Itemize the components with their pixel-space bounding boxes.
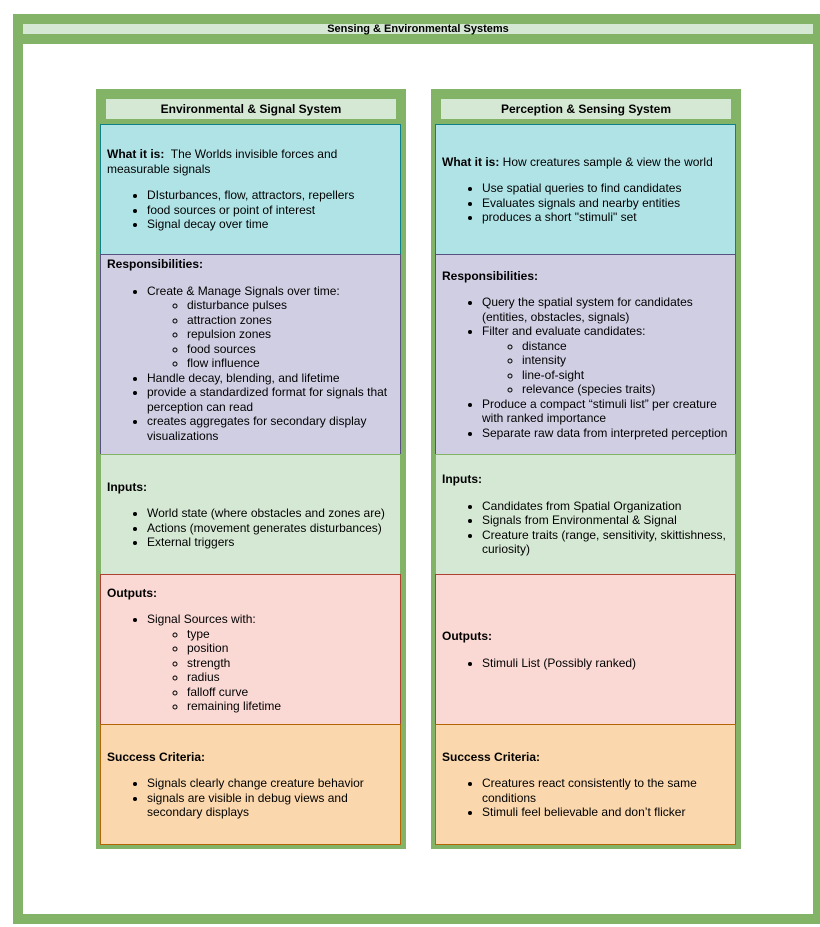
list-item: • Signals clearly change creature behavior bbox=[147, 776, 395, 791]
section-label bbox=[107, 257, 395, 272]
what-it-is-text bbox=[442, 155, 730, 170]
list-item bbox=[482, 324, 730, 397]
section-label bbox=[107, 586, 395, 601]
section-label bbox=[107, 480, 395, 495]
success-list bbox=[442, 776, 730, 820]
list-item: • Produce a compact “stimuli list” per creature with ranked importance bbox=[482, 397, 730, 426]
inputs-section bbox=[435, 454, 736, 575]
inputs-section bbox=[100, 454, 401, 575]
outputs-label: Outputs: bbox=[107, 585, 157, 600]
what-description: How creatures sample & view the world bbox=[499, 154, 713, 169]
section-label bbox=[442, 472, 730, 487]
outputs-section bbox=[100, 574, 401, 725]
list-item-text: Create & Manage Signals over time: bbox=[147, 283, 340, 298]
success-list bbox=[107, 776, 395, 820]
sub-list-item: ◦ type bbox=[187, 627, 395, 642]
column-header: Perception & Sensing System bbox=[441, 99, 731, 119]
inputs-label: Inputs: bbox=[442, 472, 482, 487]
sub-list-item: ◦ strength bbox=[187, 656, 395, 671]
outputs-section bbox=[435, 574, 736, 725]
sub-list bbox=[147, 298, 395, 371]
list-item: • provide a standardized format for signals that perception can read bbox=[147, 385, 395, 414]
sub-list-item: ◦ falloff curve bbox=[187, 685, 395, 700]
responsibilities-section bbox=[100, 254, 401, 455]
outputs-list bbox=[442, 656, 730, 671]
list-item: • External triggers bbox=[147, 535, 395, 550]
list-item: • DIsturbances, flow, attractors, repellers bbox=[147, 188, 395, 203]
list-item: • Stimuli feel believable and don’t flicker bbox=[482, 805, 730, 820]
section-label: What it is: bbox=[442, 154, 500, 169]
list-item: • creates aggregates for secondary display visualizations bbox=[147, 414, 395, 443]
success-criteria-section bbox=[100, 724, 401, 845]
responsibilities-list bbox=[442, 295, 730, 440]
sub-list-item: ◦ remaining lifetime bbox=[187, 699, 395, 714]
section-label bbox=[442, 629, 730, 644]
sub-list-item: ◦ repulsion zones bbox=[187, 327, 395, 342]
responsibilities-list bbox=[107, 284, 395, 444]
list-item: • Separate raw data from interpreted perception bbox=[482, 426, 730, 441]
section-label: What it is: bbox=[107, 147, 165, 162]
inputs-list bbox=[107, 506, 395, 550]
success-label: Success Criteria: bbox=[442, 749, 541, 764]
list-item: • Candidates from Spatial Organization bbox=[482, 499, 730, 514]
what-list bbox=[107, 188, 395, 232]
sub-list-item: ◦ distance bbox=[522, 339, 730, 354]
what-it-is-section bbox=[435, 124, 736, 255]
list-item: • Creatures react consistently to the same conditions bbox=[482, 776, 730, 805]
sub-list-item: ◦ relevance (species traits) bbox=[522, 382, 730, 397]
sub-list-item: ◦ food sources bbox=[187, 342, 395, 357]
what-it-is-text bbox=[107, 147, 395, 176]
perception-sensing-system-container bbox=[431, 89, 741, 849]
list-item: • produces a short "stimuli" set bbox=[482, 210, 730, 225]
sub-list bbox=[147, 627, 395, 714]
list-item: • Evaluates signals and nearby entities bbox=[482, 196, 730, 211]
list-item: • Creature traits (range, sensitivity, skittishness, curiosity) bbox=[482, 528, 730, 557]
list-item: • Query the spatial system for candidates (entities, obstacles, signals) bbox=[482, 295, 730, 324]
list-item: • Handle decay, blending, and lifetime bbox=[147, 371, 395, 386]
section-label bbox=[107, 750, 395, 765]
sub-list-item: ◦ intensity bbox=[522, 353, 730, 368]
list-item-text: Signal Sources with: bbox=[147, 612, 256, 626]
what-it-is-section bbox=[100, 124, 401, 255]
sub-list bbox=[482, 339, 730, 397]
sub-list-item: ◦ radius bbox=[187, 670, 395, 685]
list-item: • Actions (movement generates disturbances) bbox=[147, 521, 395, 536]
section-label bbox=[442, 269, 730, 284]
sub-list-item: ◦ attraction zones bbox=[187, 313, 395, 328]
sub-list-item: ◦ position bbox=[187, 641, 395, 656]
success-label: Success Criteria: bbox=[107, 749, 206, 764]
what-list bbox=[442, 181, 730, 225]
inputs-label: Inputs: bbox=[107, 479, 147, 494]
responsibilities-section bbox=[435, 254, 736, 455]
responsibilities-label: Responsibilities: bbox=[442, 268, 539, 283]
environmental-signal-system-container bbox=[96, 89, 406, 849]
what-description: The Worlds invisible forces and measurable signals bbox=[107, 147, 341, 176]
list-item bbox=[147, 284, 395, 371]
list-item: • signals are visible in debug views and secondary displays bbox=[147, 791, 395, 820]
sub-list-item: ◦ line-of-sight bbox=[522, 368, 730, 383]
sub-list-item: ◦ flow influence bbox=[187, 356, 395, 371]
outputs-list bbox=[107, 612, 395, 714]
list-item-text: Filter and evaluate candidates: bbox=[482, 324, 646, 339]
success-criteria-section bbox=[435, 724, 736, 845]
list-item: • food sources or point of interest bbox=[147, 203, 395, 218]
diagram-title: Sensing & Environmental Systems bbox=[23, 24, 813, 34]
responsibilities-label: Responsibilities: bbox=[107, 257, 204, 271]
list-item: • Stimuli List (Possibly ranked) bbox=[482, 656, 730, 671]
list-item: • Use spatial queries to find candidates bbox=[482, 181, 730, 196]
outputs-label: Outputs: bbox=[442, 629, 492, 643]
list-item: • Signal decay over time bbox=[147, 217, 395, 232]
list-item: • Signals from Environmental & Signal bbox=[482, 513, 730, 528]
column-header: Environmental & Signal System bbox=[106, 99, 396, 119]
section-label bbox=[442, 750, 730, 765]
list-item: • World state (where obstacles and zones are) bbox=[147, 506, 395, 521]
inputs-list bbox=[442, 499, 730, 557]
list-item bbox=[147, 612, 395, 714]
sub-list-item: ◦ disturbance pulses bbox=[187, 298, 395, 313]
